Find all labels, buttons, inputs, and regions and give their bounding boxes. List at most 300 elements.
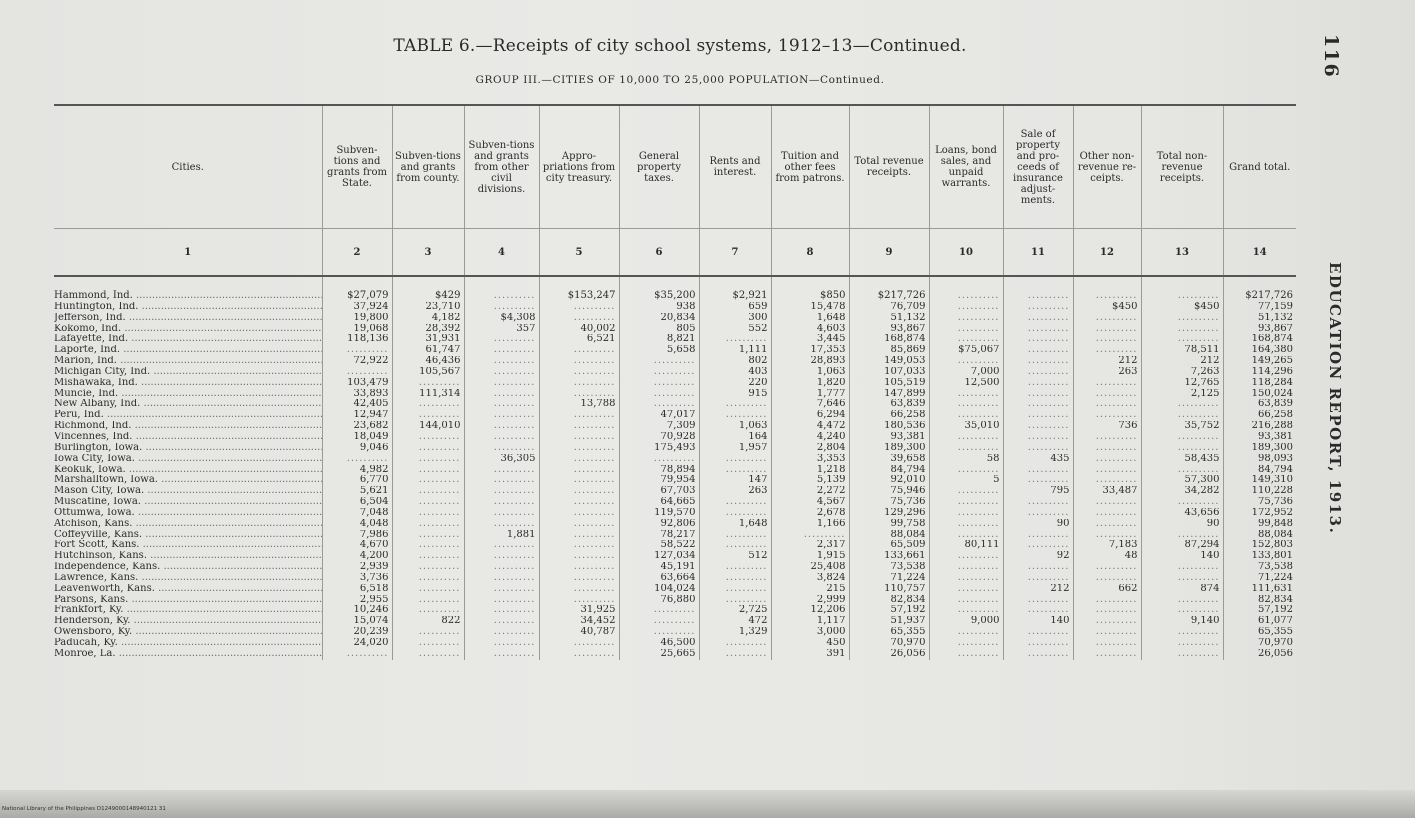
- value-cell: 71,224: [1223, 573, 1296, 584]
- value-cell: 152,803: [1223, 540, 1296, 551]
- value-cell: 938: [619, 302, 699, 313]
- table-row: [54, 410, 1296, 421]
- value-cell: [539, 389, 619, 400]
- city-name-cell: Keokuk, Iowa. .....: [54, 465, 322, 476]
- empty-leader: ..........: [1027, 356, 1070, 367]
- value-cell: 80,111: [929, 540, 1003, 551]
- value-cell: [1073, 465, 1141, 476]
- value-cell: 61,077: [1223, 616, 1296, 627]
- value-cell: [464, 540, 539, 551]
- value-cell: [539, 551, 619, 562]
- value-cell: 300: [699, 313, 771, 324]
- empty-leader: ..........: [725, 410, 768, 421]
- empty-leader: ..........: [573, 464, 616, 475]
- empty-leader: ..........: [493, 334, 536, 345]
- empty-leader: ..........: [957, 572, 1000, 583]
- value-cell: 403: [699, 367, 771, 378]
- column-header: Sale of property and pro-ceeds of insurance adjust-ments.: [1003, 105, 1073, 229]
- table-row: [54, 324, 1296, 335]
- value-cell: 51,937: [849, 616, 929, 627]
- value-cell: 6,504: [322, 497, 392, 508]
- value-cell: [539, 443, 619, 454]
- value-cell: 2,955: [322, 595, 392, 606]
- empty-leader: ..........: [493, 583, 536, 594]
- value-cell: 6,294: [771, 410, 849, 421]
- value-cell: 2,678: [771, 508, 849, 519]
- column-header: Cities.: [54, 105, 322, 229]
- value-cell: 92,806: [619, 519, 699, 530]
- value-cell: [1141, 324, 1223, 335]
- empty-leader: ..........: [1027, 572, 1070, 583]
- value-cell: 212: [1073, 356, 1141, 367]
- empty-leader: ..........: [1095, 410, 1138, 421]
- empty-leader: ..........: [653, 453, 696, 464]
- value-cell: 472: [699, 616, 771, 627]
- value-cell: $429: [392, 276, 464, 302]
- value-cell: [539, 432, 619, 443]
- column-number: 7: [699, 229, 771, 277]
- value-cell: 43,656: [1141, 508, 1223, 519]
- city-name-cell: Ottumwa, Iowa. .....: [54, 508, 322, 519]
- empty-leader: ..........: [1027, 442, 1070, 453]
- value-cell: [464, 649, 539, 660]
- value-cell: 133,801: [1223, 551, 1296, 562]
- city-name-cell: Coffeyville, Kans. .....: [54, 530, 322, 541]
- empty-leader: ..........: [418, 507, 461, 518]
- value-cell: [539, 530, 619, 541]
- empty-leader: ..........: [346, 453, 389, 464]
- empty-leader: ..........: [957, 529, 1000, 540]
- value-cell: [392, 486, 464, 497]
- table-row: [54, 627, 1296, 638]
- value-cell: 450: [771, 638, 849, 649]
- value-cell: [539, 356, 619, 367]
- table-title: TABLE 6.—Receipts of city school systems, 1912–13—Continued.: [393, 36, 967, 56]
- value-cell: 77,159: [1223, 302, 1296, 313]
- value-cell: 73,538: [1223, 562, 1296, 573]
- empty-leader: ..........: [493, 594, 536, 605]
- value-cell: [464, 475, 539, 486]
- value-cell: 82,834: [1223, 595, 1296, 606]
- value-cell: [392, 508, 464, 519]
- value-cell: 34,282: [1141, 486, 1223, 497]
- empty-leader: ..........: [1027, 638, 1070, 648]
- empty-leader: ..........: [573, 312, 616, 323]
- value-cell: [1003, 562, 1073, 573]
- value-cell: 2,725: [699, 605, 771, 616]
- value-cell: 7,986: [322, 530, 392, 541]
- empty-leader: ..........: [573, 431, 616, 442]
- empty-leader: ..........: [1177, 627, 1220, 638]
- value-cell: [539, 367, 619, 378]
- value-cell: 802: [699, 356, 771, 367]
- empty-leader: ..........: [573, 377, 616, 388]
- value-cell: $35,200: [619, 276, 699, 302]
- value-cell: 4,670: [322, 540, 392, 551]
- table-row: [54, 508, 1296, 519]
- empty-leader: ..........: [725, 583, 768, 594]
- value-cell: 19,800: [322, 313, 392, 324]
- value-cell: 87,294: [1141, 540, 1223, 551]
- value-cell: 149,265: [1223, 356, 1296, 367]
- value-cell: 40,787: [539, 627, 619, 638]
- empty-leader: ..........: [957, 312, 1000, 323]
- value-cell: [1141, 334, 1223, 345]
- empty-leader: ..........: [573, 301, 616, 312]
- value-cell: [1003, 302, 1073, 313]
- city-name-cell: Mishawaka, Ind. .....: [54, 378, 322, 389]
- empty-leader: ..........: [1027, 497, 1070, 508]
- empty-leader: ..........: [418, 475, 461, 486]
- column-number: 9: [849, 229, 929, 277]
- empty-leader: ..........: [573, 453, 616, 464]
- value-cell: 75,736: [849, 497, 929, 508]
- value-cell: [1073, 616, 1141, 627]
- empty-leader: ..........: [346, 345, 389, 356]
- column-number: 2: [322, 229, 392, 277]
- value-cell: 20,834: [619, 313, 699, 324]
- value-cell: [929, 465, 1003, 476]
- value-cell: [1141, 530, 1223, 541]
- column-number: 11: [1003, 229, 1073, 277]
- empty-leader: ..........: [493, 366, 536, 377]
- value-cell: [1141, 595, 1223, 606]
- value-cell: 1,648: [699, 519, 771, 530]
- value-cell: [1003, 324, 1073, 335]
- value-cell: 6,521: [539, 334, 619, 345]
- value-cell: [392, 627, 464, 638]
- value-cell: 107,033: [849, 367, 929, 378]
- value-cell: [1073, 432, 1141, 443]
- value-cell: 12,947: [322, 410, 392, 421]
- value-cell: 98,093: [1223, 454, 1296, 465]
- value-cell: 805: [619, 324, 699, 335]
- value-cell: 512: [699, 551, 771, 562]
- empty-leader: ..........: [1177, 638, 1220, 648]
- empty-leader: ..........: [493, 377, 536, 388]
- city-name-cell: Lawrence, Kans. .....: [54, 573, 322, 584]
- value-cell: 93,381: [849, 432, 929, 443]
- empty-leader: ..........: [1027, 421, 1070, 432]
- value-cell: [929, 443, 1003, 454]
- empty-leader: ..........: [493, 421, 536, 432]
- table-row: [54, 540, 1296, 551]
- value-cell: 33,893: [322, 389, 392, 400]
- empty-leader: ..........: [957, 301, 1000, 312]
- empty-leader: ..........: [418, 518, 461, 529]
- value-cell: 7,309: [619, 421, 699, 432]
- empty-leader: ..........: [1177, 323, 1220, 334]
- value-cell: [464, 638, 539, 649]
- value-cell: [539, 508, 619, 519]
- empty-leader: ..........: [653, 366, 696, 377]
- empty-leader: ..........: [957, 518, 1000, 529]
- value-cell: 84,794: [849, 465, 929, 476]
- city-name-cell: Henderson, Ky. .....: [54, 616, 322, 627]
- value-cell: [392, 443, 464, 454]
- value-cell: 220: [699, 378, 771, 389]
- value-cell: $27,079: [322, 276, 392, 302]
- column-header: Appro-priations from city treasury.: [539, 105, 619, 229]
- value-cell: 17,353: [771, 345, 849, 356]
- empty-leader: ..........: [1095, 562, 1138, 573]
- value-cell: 168,874: [1223, 334, 1296, 345]
- empty-leader: ..........: [1095, 388, 1138, 399]
- value-cell: 34,452: [539, 616, 619, 627]
- value-cell: 1,117: [771, 616, 849, 627]
- empty-leader: ..........: [1027, 475, 1070, 486]
- table-row: [54, 551, 1296, 562]
- column-number: 8: [771, 229, 849, 277]
- value-cell: 263: [1073, 367, 1141, 378]
- value-cell: [619, 454, 699, 465]
- empty-leader: ..........: [573, 648, 616, 659]
- value-cell: 58,435: [1141, 454, 1223, 465]
- value-cell: [539, 345, 619, 356]
- value-cell: [619, 389, 699, 400]
- empty-leader: ..........: [493, 301, 536, 312]
- column-number: 5: [539, 229, 619, 277]
- value-cell: 1,329: [699, 627, 771, 638]
- empty-leader: ..........: [725, 507, 768, 518]
- value-cell: [322, 367, 392, 378]
- value-cell: [464, 605, 539, 616]
- value-cell: [1073, 573, 1141, 584]
- value-cell: [699, 399, 771, 410]
- value-cell: [1073, 399, 1141, 410]
- city-name-cell: Richmond, Ind. .....: [54, 421, 322, 432]
- value-cell: 65,509: [849, 540, 929, 551]
- value-cell: [1003, 638, 1073, 649]
- value-cell: 78,894: [619, 465, 699, 476]
- value-cell: 1,915: [771, 551, 849, 562]
- value-cell: [539, 649, 619, 660]
- value-cell: 20,239: [322, 627, 392, 638]
- value-cell: 63,839: [849, 399, 929, 410]
- value-cell: 2,317: [771, 540, 849, 551]
- column-header: Loans, bond sales, and unpaid warrants.: [929, 105, 1003, 229]
- value-cell: 40,002: [539, 324, 619, 335]
- table-row: [54, 302, 1296, 313]
- value-cell: [929, 313, 1003, 324]
- value-cell: [929, 519, 1003, 530]
- empty-leader: ..........: [1027, 377, 1070, 388]
- value-cell: 35,752: [1141, 421, 1223, 432]
- value-cell: $153,247: [539, 276, 619, 302]
- value-cell: 12,206: [771, 605, 849, 616]
- value-cell: 1,777: [771, 389, 849, 400]
- empty-leader: ..........: [725, 529, 768, 540]
- value-cell: 47,017: [619, 410, 699, 421]
- value-cell: [1073, 530, 1141, 541]
- value-cell: $217,726: [1223, 276, 1296, 302]
- empty-leader: ..........: [1177, 497, 1220, 508]
- value-cell: [929, 573, 1003, 584]
- value-cell: 822: [392, 616, 464, 627]
- value-cell: 147: [699, 475, 771, 486]
- value-cell: 212: [1003, 584, 1073, 595]
- empty-leader: ..........: [1027, 648, 1070, 659]
- column-header: Grand total.: [1223, 105, 1296, 229]
- value-cell: 6,518: [322, 584, 392, 595]
- page-edge-shadow: [0, 790, 1415, 818]
- table-row: [54, 334, 1296, 345]
- value-cell: [1141, 410, 1223, 421]
- empty-leader: ..........: [573, 421, 616, 432]
- value-cell: [392, 519, 464, 530]
- empty-leader: ..........: [1177, 399, 1220, 410]
- empty-leader: ..........: [957, 605, 1000, 616]
- value-cell: 12,765: [1141, 378, 1223, 389]
- empty-leader: ..........: [725, 334, 768, 345]
- value-cell: [699, 573, 771, 584]
- empty-leader: ..........: [1177, 594, 1220, 605]
- value-cell: $75,067: [929, 345, 1003, 356]
- value-cell: [392, 573, 464, 584]
- value-cell: [929, 334, 1003, 345]
- value-cell: 18,049: [322, 432, 392, 443]
- empty-leader: ..........: [1027, 334, 1070, 345]
- value-cell: [464, 508, 539, 519]
- value-cell: [322, 454, 392, 465]
- value-cell: 5,139: [771, 475, 849, 486]
- value-cell: 61,747: [392, 345, 464, 356]
- value-cell: 150,024: [1223, 389, 1296, 400]
- value-cell: [1141, 638, 1223, 649]
- value-cell: [929, 324, 1003, 335]
- value-cell: 1,063: [699, 421, 771, 432]
- value-cell: 65,355: [1223, 627, 1296, 638]
- value-cell: [539, 378, 619, 389]
- value-cell: [699, 497, 771, 508]
- value-cell: 149,053: [849, 356, 929, 367]
- value-cell: [392, 432, 464, 443]
- table-row: [54, 421, 1296, 432]
- value-cell: [464, 465, 539, 476]
- value-cell: [929, 595, 1003, 606]
- value-cell: 90: [1003, 519, 1073, 530]
- value-cell: [1073, 508, 1141, 519]
- empty-leader: ..........: [418, 399, 461, 410]
- value-cell: 3,824: [771, 573, 849, 584]
- empty-leader: ..........: [418, 453, 461, 464]
- table-row: [54, 638, 1296, 649]
- value-cell: 36,305: [464, 454, 539, 465]
- value-cell: [464, 616, 539, 627]
- value-cell: [1141, 497, 1223, 508]
- value-cell: 212: [1141, 356, 1223, 367]
- value-cell: [1003, 334, 1073, 345]
- empty-leader: ..........: [573, 442, 616, 453]
- table-row: [54, 345, 1296, 356]
- value-cell: [464, 421, 539, 432]
- value-cell: [929, 649, 1003, 660]
- value-cell: 1,218: [771, 465, 849, 476]
- value-cell: 129,296: [849, 508, 929, 519]
- value-cell: [1141, 465, 1223, 476]
- empty-leader: ..........: [957, 497, 1000, 508]
- value-cell: [392, 465, 464, 476]
- value-cell: [464, 551, 539, 562]
- value-cell: [1073, 454, 1141, 465]
- value-cell: 1,166: [771, 519, 849, 530]
- value-cell: 3,736: [322, 573, 392, 584]
- value-cell: [619, 367, 699, 378]
- city-name-cell: Burlington, Iowa. .....: [54, 443, 322, 454]
- empty-leader: ..........: [1095, 399, 1138, 410]
- empty-leader: ..........: [493, 399, 536, 410]
- empty-leader: ..........: [1027, 290, 1070, 301]
- empty-leader: ..........: [418, 410, 461, 421]
- column-header: Subven-tions and grants from other civil divisions.: [464, 105, 539, 229]
- value-cell: 874: [1141, 584, 1223, 595]
- empty-leader: ..........: [725, 572, 768, 583]
- empty-leader: ..........: [573, 572, 616, 583]
- column-number: 13: [1141, 229, 1223, 277]
- value-cell: [699, 562, 771, 573]
- table-row: [54, 605, 1296, 616]
- value-cell: [929, 486, 1003, 497]
- value-cell: 7,048: [322, 508, 392, 519]
- city-name-cell: Marion, Ind. .....: [54, 356, 322, 367]
- value-cell: [464, 595, 539, 606]
- empty-leader: ..........: [1095, 290, 1138, 301]
- column-header: Total revenue receipts.: [849, 105, 929, 229]
- value-cell: 63,664: [619, 573, 699, 584]
- value-cell: [929, 276, 1003, 302]
- value-cell: [1003, 627, 1073, 638]
- value-cell: 45,191: [619, 562, 699, 573]
- empty-leader: ..........: [418, 648, 461, 659]
- empty-leader: ..........: [418, 594, 461, 605]
- city-name-cell: Paducah, Ky. .....: [54, 638, 322, 649]
- value-cell: [1141, 562, 1223, 573]
- value-cell: [771, 530, 849, 541]
- value-cell: [1073, 276, 1141, 302]
- value-cell: [699, 638, 771, 649]
- value-cell: [392, 562, 464, 573]
- value-cell: $850: [771, 276, 849, 302]
- value-cell: 4,567: [771, 497, 849, 508]
- value-cell: [1073, 638, 1141, 649]
- empty-leader: ..........: [418, 572, 461, 583]
- value-cell: [1003, 276, 1073, 302]
- value-cell: 13,788: [539, 399, 619, 410]
- empty-leader: ..........: [957, 290, 1000, 301]
- value-cell: 42,405: [322, 399, 392, 410]
- value-cell: 736: [1073, 421, 1141, 432]
- table-row: [54, 313, 1296, 324]
- empty-leader: ..........: [493, 431, 536, 442]
- empty-leader: ..........: [1177, 464, 1220, 475]
- empty-leader: ..........: [418, 540, 461, 551]
- value-cell: [699, 508, 771, 519]
- value-cell: 64,665: [619, 497, 699, 508]
- city-name-cell: Independence, Kans. .....: [54, 562, 322, 573]
- value-cell: 28,392: [392, 324, 464, 335]
- city-name-cell: Lafayette, Ind. .....: [54, 334, 322, 345]
- value-cell: 172,952: [1223, 508, 1296, 519]
- table-row: [54, 432, 1296, 443]
- empty-leader: ..........: [1095, 507, 1138, 518]
- value-cell: [1073, 345, 1141, 356]
- empty-leader: ..........: [1177, 334, 1220, 345]
- value-cell: [539, 454, 619, 465]
- value-cell: 46,436: [392, 356, 464, 367]
- value-cell: 88,084: [1223, 530, 1296, 541]
- value-cell: 1,111: [699, 345, 771, 356]
- empty-leader: ..........: [1027, 431, 1070, 442]
